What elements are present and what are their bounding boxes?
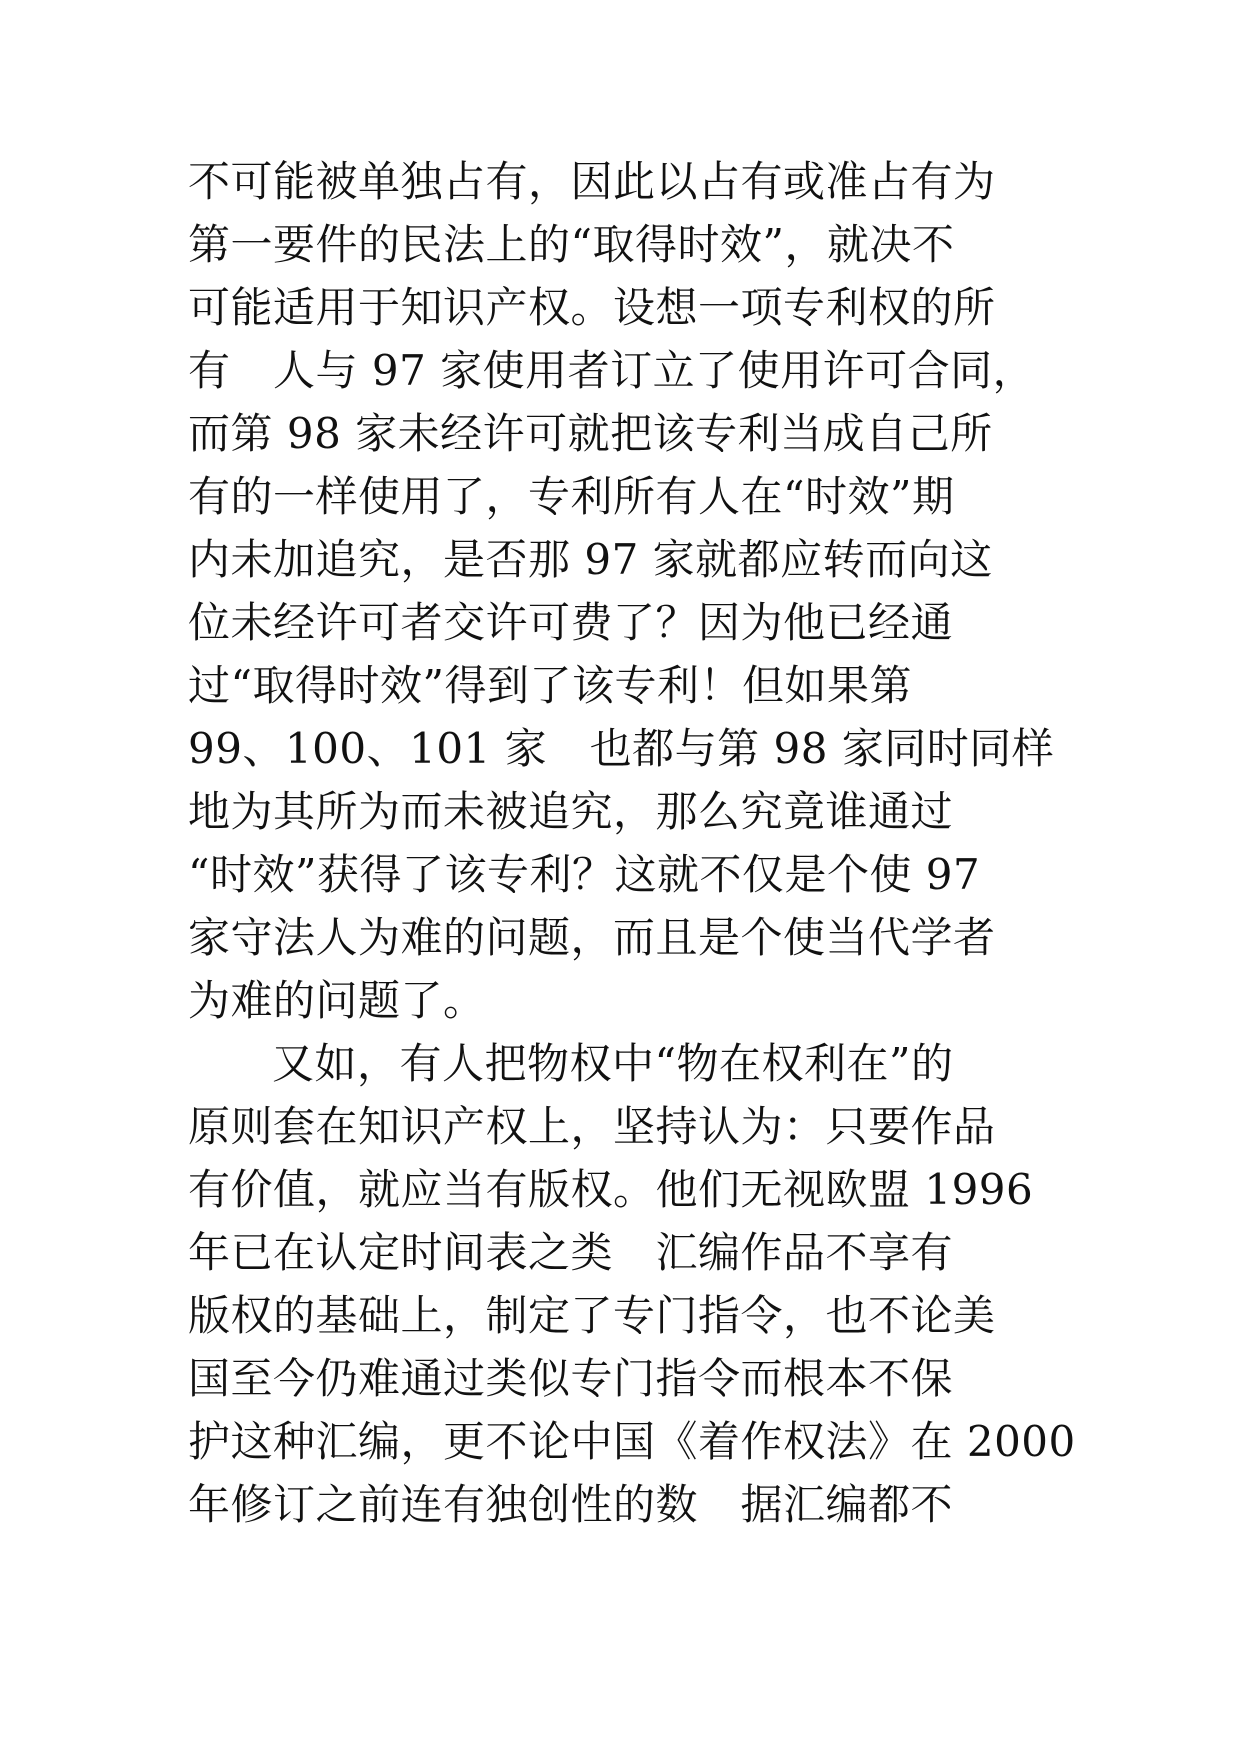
text-line: 有的一样使用了，专利所有人在“时效”期 bbox=[188, 472, 955, 521]
text-line: 过“取得时效”得到了该专利！但如果第 bbox=[188, 661, 912, 710]
text-line: 有 人与 97 家使用者订立了使用许可合同， bbox=[188, 346, 1036, 395]
text-line: 为难的问题了。 bbox=[188, 976, 486, 1025]
paragraph-start-line: 又如，有人把物权中“物在权利在”的 bbox=[272, 1039, 954, 1088]
text-line: 有价值，就应当有版权。他们无视欧盟 1996 bbox=[188, 1165, 1034, 1214]
text-line: 位未经许可者交许可费了？因为他已经通 bbox=[188, 598, 954, 647]
text-line: 国至今仍难通过类似专门指令而根本不保 bbox=[188, 1354, 954, 1403]
text-line: 护这种汇编，更不论中国《着作权法》在 2000 bbox=[188, 1417, 1076, 1466]
text-line: 内未加追究，是否那 97 家就都应转而向这 bbox=[188, 535, 993, 584]
text-line: 年已在认定时间表之类 汇编作品不享有 bbox=[188, 1228, 954, 1277]
text-line: 可能适用于知识产权。设想一项专利权的所 bbox=[188, 283, 996, 332]
text-line: 原则套在知识产权上，坚持认为：只要作品 bbox=[188, 1102, 996, 1151]
text-line: “时效”获得了该专利？这就不仅是个使 97 bbox=[188, 850, 981, 899]
text-line: 家守法人为难的问题，而且是个使当代学者 bbox=[188, 913, 996, 962]
text-line: 年修订之前连有独创性的数 据汇编都不 bbox=[188, 1480, 954, 1529]
text-line: 版权的基础上，制定了专门指令，也不论美 bbox=[188, 1291, 996, 1340]
body-text bbox=[188, 150, 1076, 1536]
text-line: 99、100、101 家 也都与第 98 家同时同样 bbox=[188, 724, 1055, 773]
text-line: 不可能被单独占有，因此以占有或准占有为 bbox=[188, 157, 996, 206]
text-line: 地为其所为而未被追究，那么究竟谁通过 bbox=[188, 787, 954, 836]
text-line: 而第 98 家未经许可就把该专利当成自己所 bbox=[188, 409, 993, 458]
text-line: 第一要件的民法上的“取得时效”，就决不 bbox=[188, 220, 955, 269]
